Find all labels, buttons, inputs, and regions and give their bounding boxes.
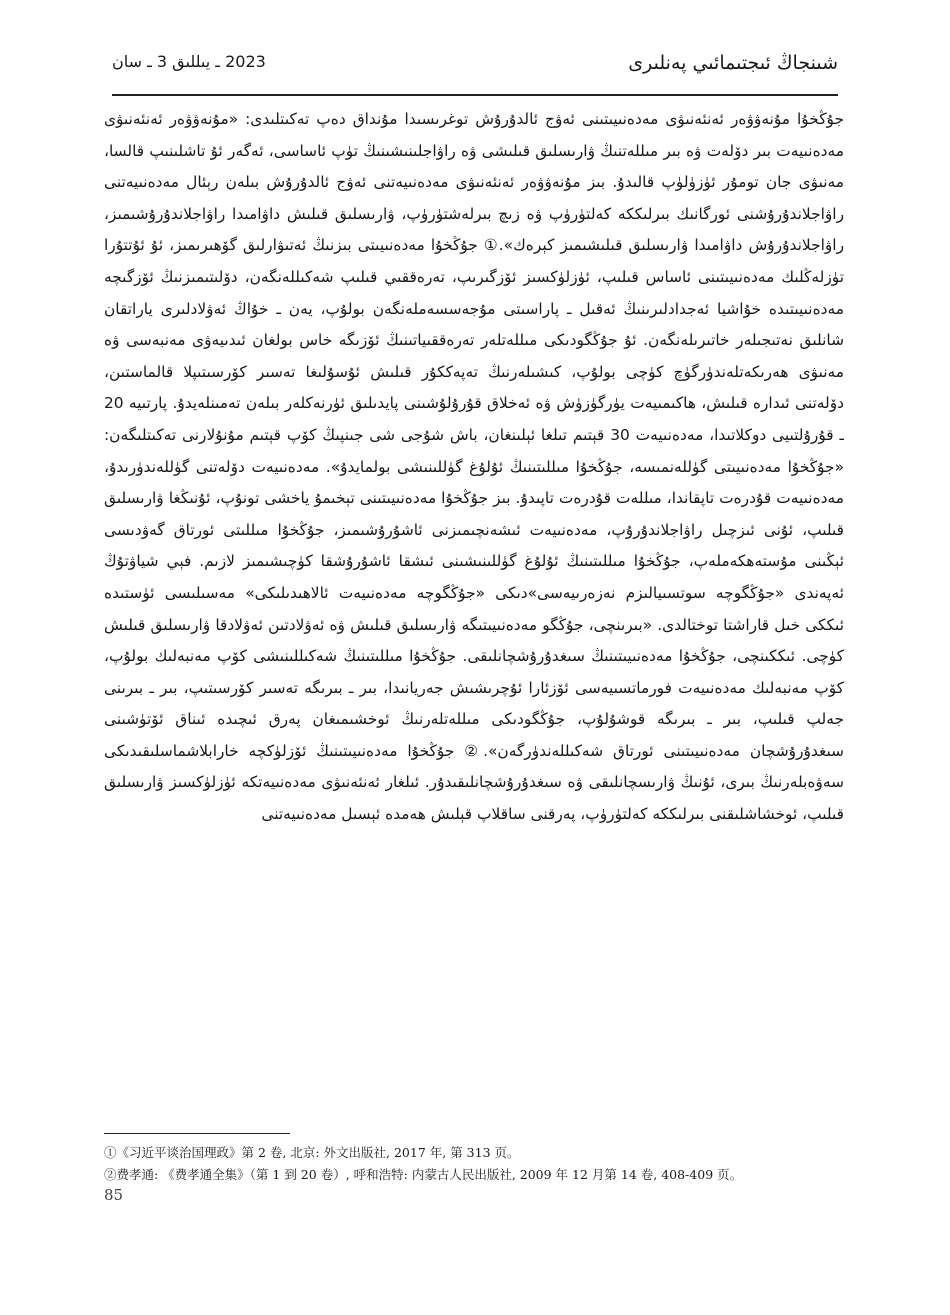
header-rule: [112, 94, 838, 96]
running-header: [112, 52, 838, 86]
body-text: [104, 104, 844, 1114]
issue-label: 2023 ـ يىللىق 3 ـ سان: [112, 52, 266, 71]
body-paragraph: جۇڭخۇا مۇنەۋۋەر ئەنئەنىۋى مەدەنىيىتىنى ئەۋج ئالدۇرۇش توغرىسىدا مۇنداق دەپ تەكىتلىدى: «مۇنەۋۋەر ئەنئەنىۋى مەدەنىيەت بىر دۆلەت ۋە بىر مىللەتنىڭ ۋارىسلىق قىلىشى ۋە راۋاجلىنىشىنىڭ تۈپ ئاساسى، ئەگەر ئۇ تاشلىنىپ قالسا، مەنىۋى جان تومۇر ئۈزۈلۈپ قالىدۇ. بىز مۇنەۋۋەر ئەنئەنىۋى مەدەنىيەتنى ئەۋج ئالدۇرۇش بىلەن رېئال مەدەنىيەتنى راۋاجلاندۇرۇشنى ئورگانىك بىرلىككە كەلتۈرۈپ ۋە زىچ بىرلەشتۈرۈپ، ۋارىسلىق قىلىش داۋامىدا راۋاجلاندۇرۇشىمىز، راۋاجلاندۇرۇش داۋامىدا ۋارىسلىق قىلىشىمىز كېرەك».① جۇڭخۇا مەدەنىيىتى بىزنىڭ ئەتىۋارلىق گۆھىرىمىز، ئۇ ئۇتتۇرا تۈزلەڭلىك مەدەنىيىتىنى ئاساس قىلىپ، ئۈزلۈكسىز ئۆزگىرىپ، تەرەققىي قىلىپ شەكىللەنگەن، دۆلىتىمىزنىڭ ئۆزگىچە مەدەنىيىتىدە خۇاشيا ئەجدادلىرىنىڭ ئەقىل ـ پاراسىتى مۇجەسسەملەنگەن بولۇپ، يەن ـ خۇاڭ ئەۋلادلىرى ياراتقان شانلىق نەتىجىلەر خاتىرىلەنگەن. ئۇ جۇڭگودىكى مىللەتلەر تەرەققىياتىنىڭ ئۆزىگە خاس بولغان ئىدىيەۋى مەنبەسى ۋە مەنىۋى ھەرىكەتلەندۈرگۈچ كۈچى بولۇپ، كىشىلەرنىڭ تەپەككۇر قىلىش ئۇسۇلىغا تەسىر كۆرسىتىپلا قالماستىن، دۆلەتنى ئىدارە قىلىش، ھاكىمىيەت يۈرگۈزۈش ۋە ئەخلاق قۇرۇلۇشىنى پايدىلىق ئۈرنەكلەر بىلەن تەمىنلەيدۇ. پارتىيە 20 ـ قۇرۇلتىيى دوكلاتىدا، مەدەنىيەت 30 قېتىم تىلغا ئېلىنغان، باش شۇجى شى جىنپىڭ كۆپ قېتىم مۇنۇلارنى تەكىتلىگەن: «جۇڭخۇا مەدەنىيىتى گۈللەنمىسە، جۇڭخۇا مىللىتىنىڭ ئۇلۇغ گۈللىنىشى بولمايدۇ». مەدەنىيەت دۆلەتنى گۈللەندۈرىدۇ، مەدەنىيەت قۇدرەت تاپقاندا، مىللەت قۇدرەت تاپىدۇ. بىز جۇڭخۇا مەدەنىيىتىنى تېخىمۇ ياخشى تونۇپ، ئۇنىڭغا ۋارىسلىق قىلىپ، ئۇنى ئىزچىل راۋاجلاندۇرۇپ، مەدەنىيەت ئىشەنچىمىزنى ئاشۇرۇشىمىز، جۇڭخۇا مىللىتى ئورتاق گەۋدىسى ئېڭىنى مۇستەھكەملەپ، جۇڭخۇا مىللىتىنىڭ ئۇلۇغ گۈللىنىشىنى ئىشقا ئاشۇرۇشقا كۈچىشىمىز لازىم. فېي شياۋتۇڭ ئەپەندى «جۇڭگوچە سوتسىيالىزم نەزەرىيەسى»دىكى «جۇڭگوچە مەدەنىيەت ئالاھىدىلىكى» مەسىلىسى ئۈستىدە ئىككى خىل قاراشتا توختالدى. «بىرىنچى، جۇڭگو مەدەنىيىتىگە ۋارىسلىق قىلىش ۋە ئەۋلادتىن ئەۋلادقا ۋارىسلىق قىلىش كۈچى. ئىككىنچى، جۇڭخۇا مەدەنىيىتىنىڭ سىغدۇرۇشچانلىقى. جۇڭخۇا مىللىتىنىڭ شەكىللىنىشى كۆپ مەنبەلىك بولۇپ، كۆپ مەنبەلىك مەدەنىيەت فورماتسىيەسى ئۆزئارا ئۇچرىشىش جەريانىدا، بىر ـ بىرىگە تەسىر كۆرسىتىپ، بىر ـ بىرىنى جەلپ قىلىپ، بىر ـ بىرىگە قوشۇلۇپ، جۇڭگودىكى مىللەتلەرنىڭ ئوخشىمىغان پەرق ئىچىدە ئىناق ئۆتۈشىنى سىغدۇرۇشچان مەدەنىيىتىنى ئورتاق شەكىللەندۈرگەن».② جۇڭخۇا مەدەنىيىتىنىڭ ئۆزلۈكچە خارابلاشماسلىقىدىكى سەۋەبلەرنىڭ بىرى، ئۇنىڭ ۋارىسچانلىقى ۋە سىغدۇرۇشچانلىقىدۇر. ئىلغار ئەنئەنىۋى مەدەنىيەتكە ئۈزلۈكسىز ۋارىسلىق قىلىپ، ئوخشاشلىقنى بىرلىككە كەلتۈرۈپ، پەرقنى ساقلاپ قېلىش ھەمدە ئېسىل مەدەنىيەتنى: [104, 110, 844, 824]
footnote-1: ①《习近平谈治国理政》第 2 卷, 北京: 外文出版社, 2017 年, 第 313 页。: [104, 1145, 520, 1160]
page-number: 85: [104, 1186, 124, 1204]
footnote-rule: [104, 1133, 290, 1134]
journal-title: شىنجاڭ ئىجتىمائىي پەنلىرى: [628, 52, 838, 74]
footnote-2: ②费孝通: 《费孝通全集》（第 1 到 20 卷）, 呼和浩特: 内蒙古人民出版社, 2009 年 12 月第 14 卷, 408-409 页。: [104, 1167, 743, 1182]
footnotes: [104, 1142, 844, 1186]
